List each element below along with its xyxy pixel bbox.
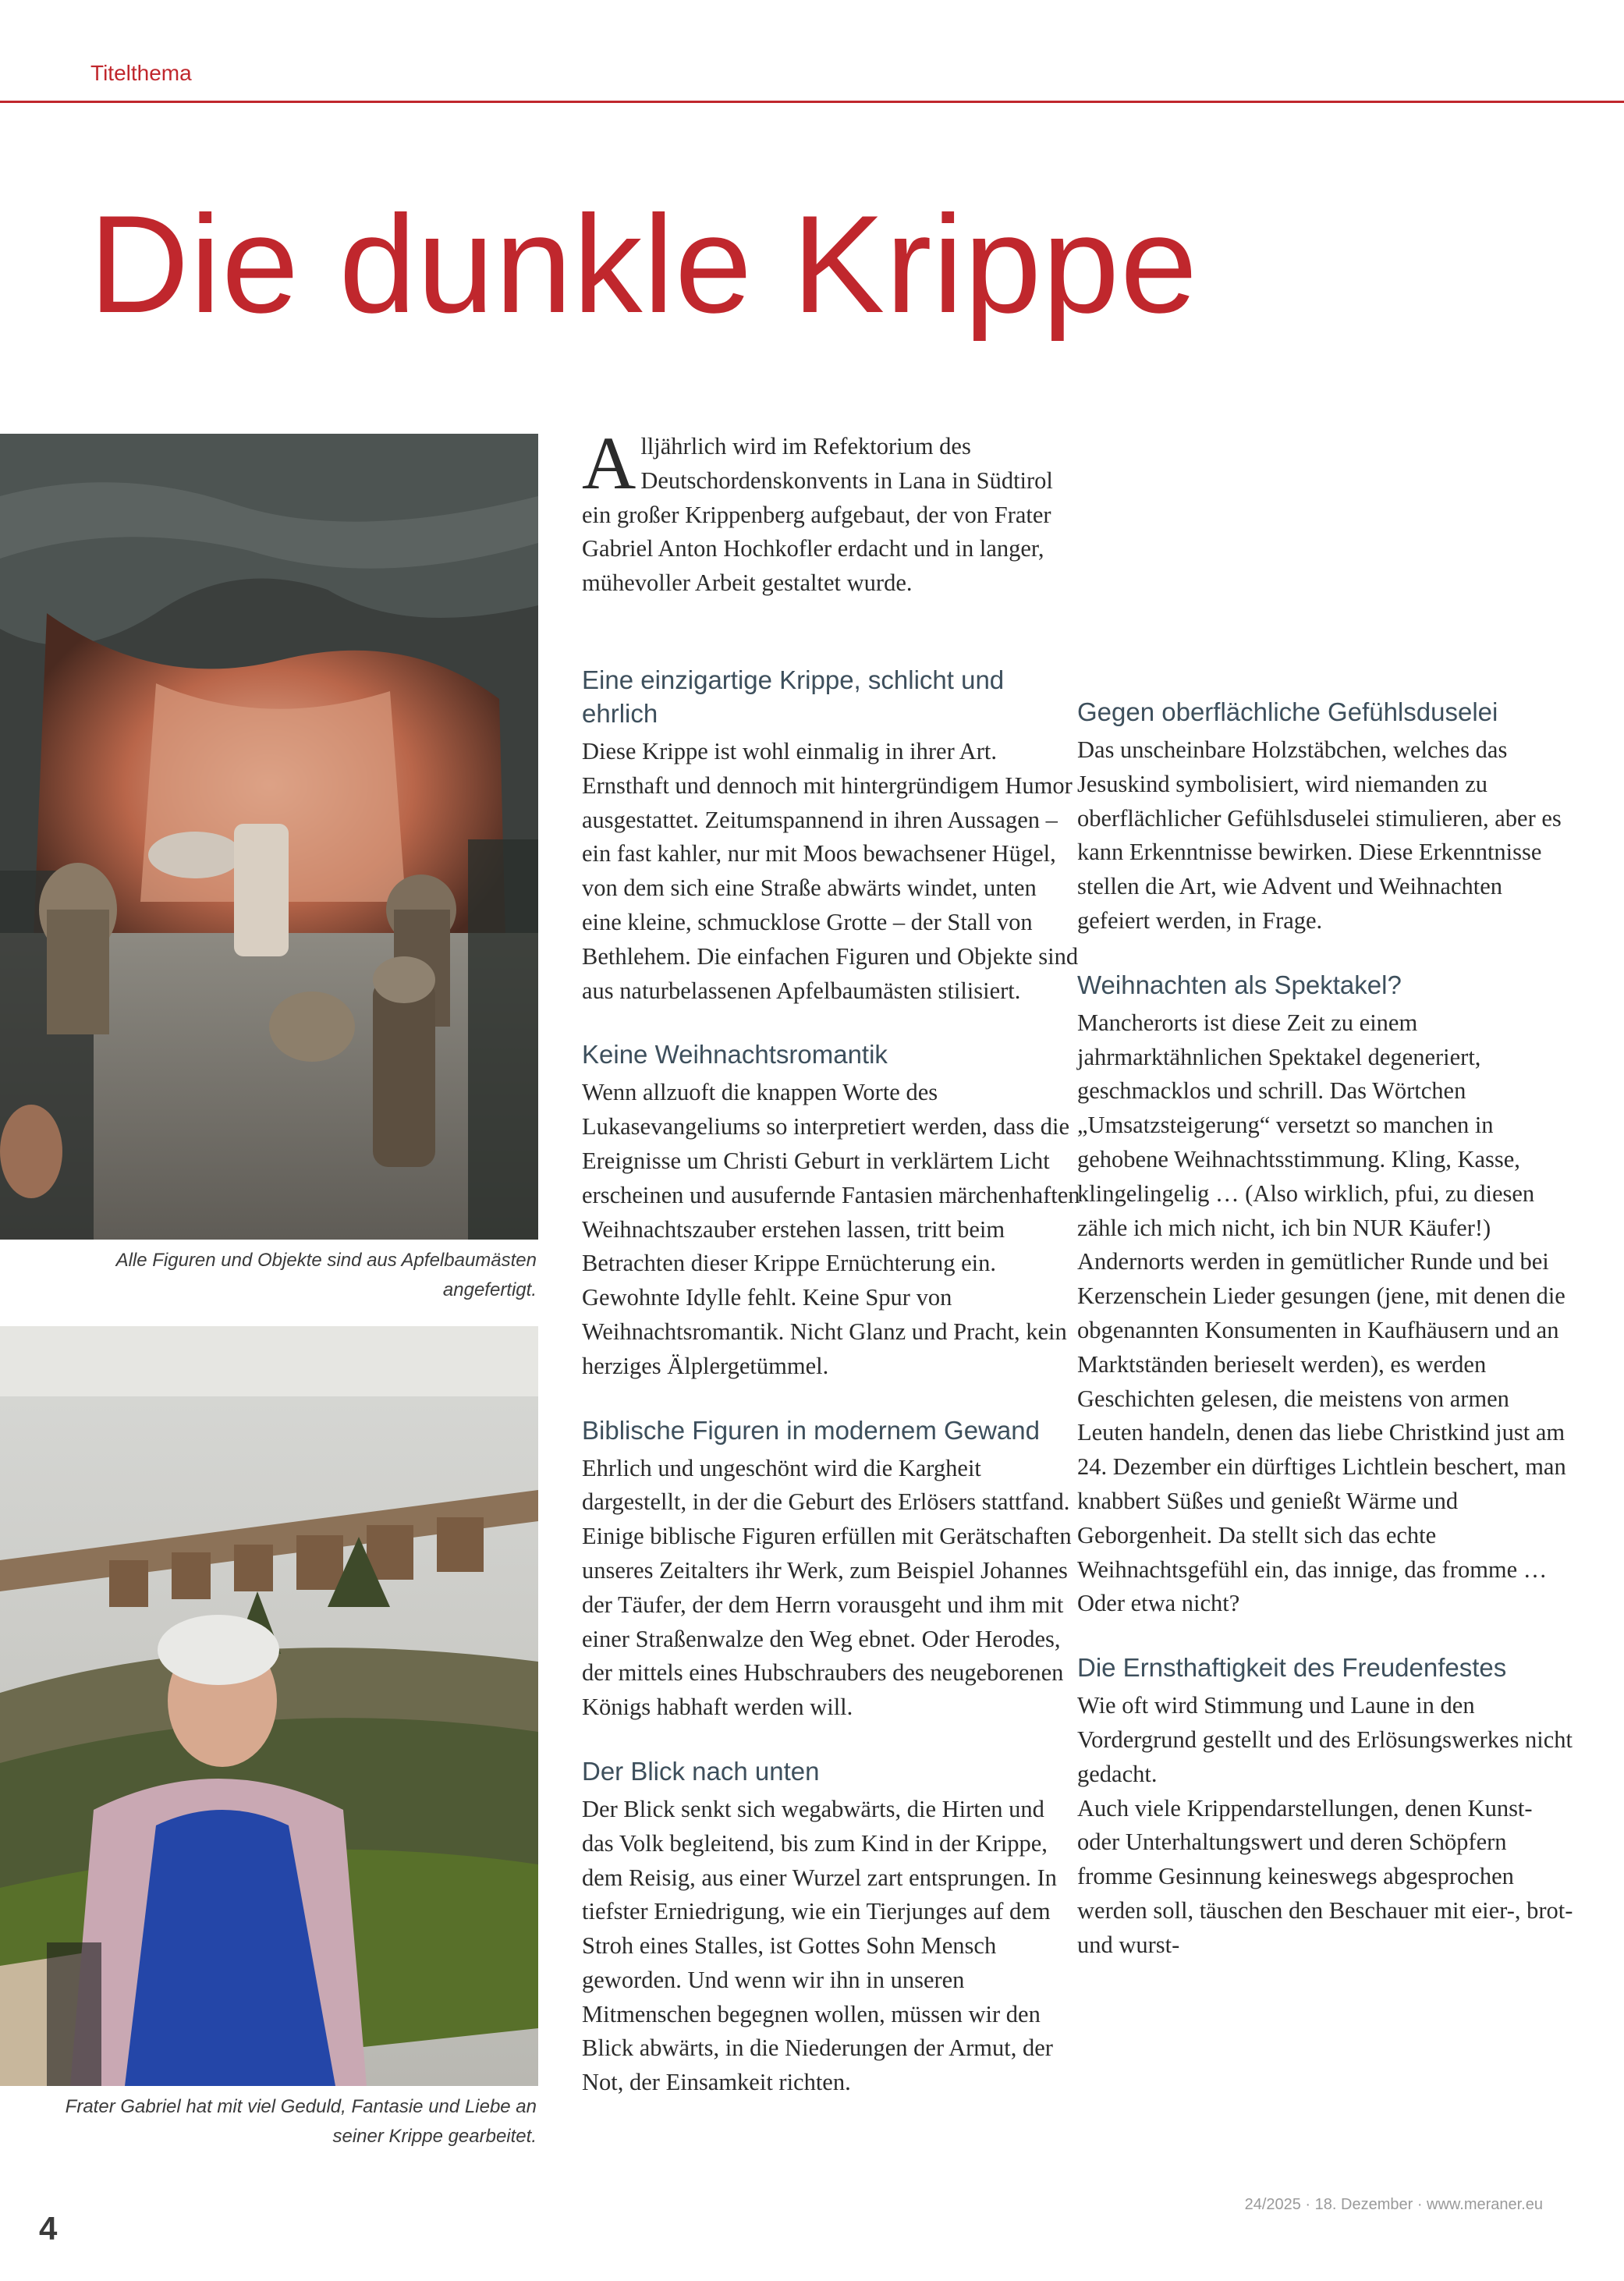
heading-blick-nach-unten: Der Blick nach unten (582, 1756, 820, 1786)
article-column-2 (1077, 430, 1576, 1963)
intro-paragraph: Alljährlich wird im Refektorium des Deutschordenskonvents in Lana in Südtirol ein großer Krippenberg aufgebaut, der von Frater Gabriel Anton Hochkofler erdacht und in langer, mühevoller Arbeit gestaltet wurde. (582, 421, 1053, 597)
paragraph-blick-nach-unten: Der Blick senkt sich wegabwärts, die Hirten und das Volk begleitend, bis zum Kind in der Krippe, dem Reisig, aus einer Wurzel zart entsprungen. In tiefster Erniedrigung, wie ein Tierjunges auf dem Stroh eines Stalles, ist Gottes Sohn Mensch geworden. Und wenn wir ihn in unseren Mitmenschen begegnen wollen, müssen wir den Blick abwärts, in die Niederungen der Armut, der Not, der Einsamkeit richten. (582, 1795, 1057, 2096)
heading-gefuehlsduselei: Gegen oberflächliche Gefühlsduselei (1077, 697, 1498, 726)
photo-caption-2: Frater Gabriel hat mit viel Geduld, Fantasie und Liebe an seiner Krippe gearbeitet. (65, 2096, 537, 2147)
paragraph-keine-weihnachtsromantik: Wenn allzuoft die knappen Worte des Lukasevangeliums so interpretiert werden, dass die Ereignisse um Christi Geburt in verklärtem Licht erscheinen und ausufernde Fantasien märchenhaften Weihnachtszauber erstehen lassen, tritt beim Betrachten dieser Krippe Ernüchterung ein. Gewohnte Idylle fehlt. Keine Spur von Weihnachtsromantik. Nicht Glanz und Pracht, kein herziges Älplergetümmel. (582, 1079, 1080, 1379)
paragraph-spektakel-b: Andernorts werden in gemütlicher Runde und bei Kerzenschein Lieder gesungen (jene, mit denen die obgenannten Konsumenten in Kaufhäusern und an Marktständen berieselt werden), es werden Geschichten gelesen, die meistens von armen Leuten handeln, denen das liebe Christkind just am 24. Dezember ein dürftiges Lichtlein beschert, man knabbert Süßes und genießt Wärme und Geborgenheit. Da stellt sich das echte Weihnachtsgefühl ein, das innige, das fromme … (1077, 1248, 1566, 1583)
paragraph-biblische-figuren: Ehrlich und ungeschönt wird die Kargheit dargestellt, in der die Geburt des Erlösers stattfand. Einige biblische Figuren erfüllen mit Gerätschaften unseres Zeitalters ihr Werk, zum Beispiel Johannes der Täufer, der dem Herrn vorausgeht und ihm mit einer Straßenwalze den Weg ebnet. Oder Herodes, der mittels eines Hubschraubers des neugeborenen Königs habhaft werden will. (582, 1454, 1072, 1721)
nativity-grotto-photo (0, 434, 538, 1240)
paragraph-ernsthaftigkeit-b: Auch viele Krippendarstellungen, denen Kunst- oder Unterhaltungswert und deren Schöpfern fromme Gesinnung keineswegs abgesprochen werden soll, täuschen den Beschauer mit eier-, brot- und wurst- (1077, 1794, 1573, 1958)
page-number: 4 (39, 2210, 58, 2247)
heading-keine-weihnachtsromantik: Keine Weihnachtsromantik (582, 1040, 888, 1070)
section-label: Titelthema (90, 61, 192, 85)
heading-spektakel: Weihnachten als Spektakel? (1077, 970, 1402, 999)
frater-gabriel-photo (0, 1326, 538, 2086)
heading-biblische-figuren: Biblische Figuren in modernem Gewand (582, 1415, 1040, 1445)
heading-ernsthaftigkeit: Die Ernsthaftigkeit des Freudenfestes (1077, 1653, 1507, 1683)
article-headline: Die dunkle Krippe (89, 186, 1199, 342)
paragraph-gefuehlsduselei: Das unscheinbare Holzstäbchen, welches das Jesuskind symbolisiert, wird niemanden zu oberflächlicher Gefühlsduselei stimulieren, aber es kann Erkenntnisse bewirken. Diese Erkenntnisse stellen die Art, wie Advent und Weihnachten gefeiert werden, in Frage. (1077, 736, 1562, 934)
heading-einzigartige-krippe: Eine einzigartige Krippe, schlicht und ehrlich (582, 665, 1005, 728)
paragraph-ernsthaftigkeit-a: Wie oft wird Stimmung und Laune in den Vordergrund gestellt und des Erlösungswerkes nicht gedacht. (1077, 1692, 1573, 1787)
paragraph-einzigartige-krippe: Diese Krippe ist wohl einmalig in ihrer Art. Ernsthaft und dennoch mit hintergründigem Humor ausgestattet. Zeitumspannend in ihren Aussagen – ein fast kahler, nur mit Moos bewachsener Hügel, von dem sich eine Straße abwärts windet, unten eine kleine, schmucklose Grotte – der Stall von Bethlehem. Die einfachen Figuren und Objekte sind aus naturbelassenen Apfelbaumästen stilisiert. (582, 737, 1079, 1004)
footer-issue-info: 24/2025 · 18. Dezember · www.meraner.eu (1244, 2196, 1543, 2213)
paragraph-spektakel-a: Mancherorts ist diese Zeit zu einem jahrmarktähnlichen Spektakel degeneriert, geschmacklos und schrill. Das Wörtchen „Umsatzsteigerung“ versetzt so manchen in gehobene Weihnachtsstimmung. Kling, Kasse, klingelingelig … (Also wirklich, pfui, zu diesen zähle ich mich nicht, ich bin NUR Käufer!) (1077, 1009, 1535, 1241)
paragraph-spektakel-c: Oder etwa nicht? (1077, 1590, 1240, 1617)
header-rule (0, 101, 1624, 103)
article-column-1 (582, 421, 1081, 2100)
drop-cap: A (582, 421, 636, 505)
photo-caption-1: Alle Figuren und Objekte sind aus Apfelbaumästen angefertigt. (115, 1250, 537, 1300)
